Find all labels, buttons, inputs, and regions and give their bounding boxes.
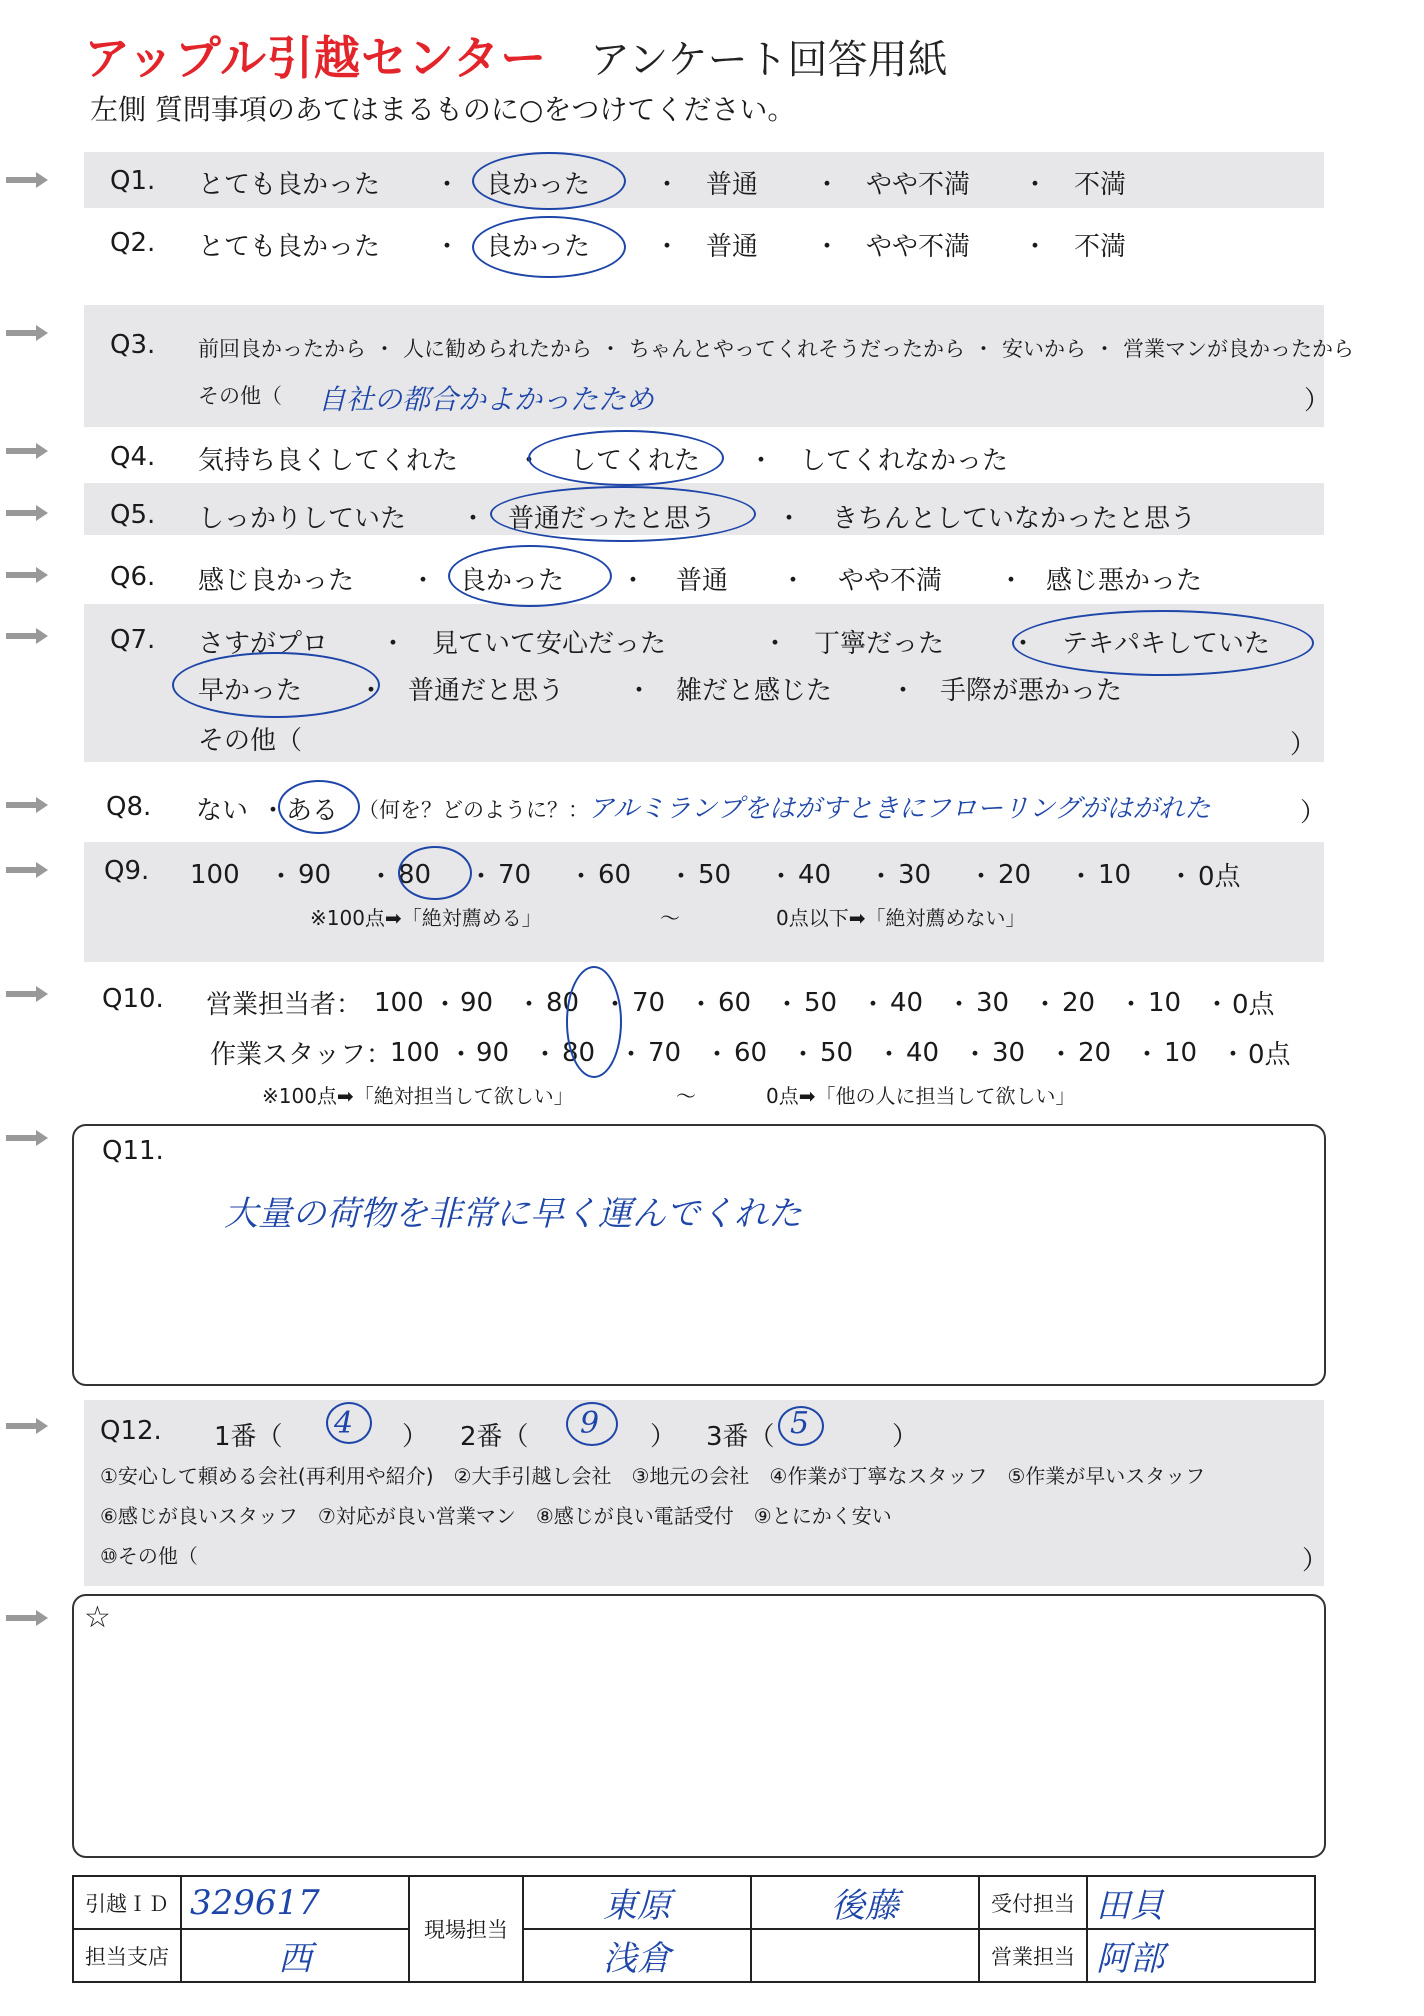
arrow-marker-icon [6,505,48,521]
q1-label: Q1. [110,166,156,196]
q11-label: Q11. [102,1136,164,1166]
separator: ・ [654,170,681,200]
separator: ・ [1168,862,1195,892]
q5-option[interactable]: きちんとしていなかったと思う [832,504,1197,534]
branch-value[interactable]: 西 [181,1929,409,1982]
separator: ・ [368,862,395,892]
separator: ・ [776,504,803,534]
arrow-marker-icon [6,172,48,188]
arrow-marker-icon [6,862,48,878]
q10-sales-score[interactable]: 0点 [1232,990,1275,1020]
reception-value[interactable]: 田貝 [1087,1876,1315,1929]
separator: ・ [780,566,807,596]
separator: ・ [1068,862,1095,892]
q9-scores [190,856,1241,893]
q10-sales-score[interactable]: 30 [976,987,1010,1018]
separator: ・ [516,990,543,1020]
staff-table [72,1875,1316,1983]
q1-option[interactable]: 良かった [486,170,591,200]
arrow-marker-icon [6,1610,48,1626]
close-paren: ） [1300,798,1327,828]
q10-sales-score[interactable]: 70 [632,987,666,1018]
separator: ・ [600,337,621,361]
branch-label: 担当支店 [73,1929,181,1982]
q5-option[interactable]: しっかりしていた [198,504,407,534]
q3-other-label: その他（ [198,384,282,408]
q10-label: Q10. [102,984,164,1014]
q6-option[interactable]: 感じ悪かった [1046,566,1203,596]
q9-label: Q9. [104,856,150,886]
q8-label: Q8. [106,792,152,822]
sales-staff-label: 営業担当 [979,1929,1087,1982]
q12-rank3-value[interactable]: 5 [790,1406,810,1441]
q10-staff-score[interactable]: 0点 [1248,1040,1291,1070]
q10-sales-score[interactable]: 100 [374,987,424,1018]
separator: ・ [790,1040,817,1070]
answer-circle [472,152,626,210]
q7-option[interactable]: 見ていて安心だった [432,629,667,659]
separator: ・ [268,862,295,892]
separator: ・ [768,862,795,892]
star-icon: ☆ [84,1600,111,1635]
q10-sales-score[interactable]: 90 [460,987,494,1018]
separator: ・ [968,862,995,892]
q2-label: Q2. [110,228,156,258]
separator: ・ [688,990,715,1020]
q11-answer-box[interactable] [72,1124,1326,1386]
site-staff-4[interactable] [751,1929,979,1982]
q10-staff-score[interactable]: 30 [992,1037,1026,1068]
q4-option[interactable]: してくれた [570,446,701,476]
q7-label: Q7. [110,625,156,655]
separator: ・ [448,1040,475,1070]
separator: ・ [1094,337,1115,361]
q3-option[interactable]: ちゃんとやってくれそうだったから [629,337,965,361]
separator: ・ [998,566,1025,596]
q10-staff-score[interactable]: 90 [476,1037,510,1068]
site-staff-2[interactable]: 後藤 [751,1876,979,1929]
q10-staff-score[interactable]: 70 [648,1037,682,1068]
separator: ・ [1134,1040,1161,1070]
separator: ・ [814,232,841,262]
q9-score[interactable]: 80 [398,859,432,890]
separator: ・ [434,170,461,200]
separator: ・ [1022,170,1049,200]
separator: ・ [602,990,629,1020]
separator: ・ [1010,629,1037,659]
q10-sales-label: 営業担当者： [206,990,363,1020]
move-id-label: 引越ＩＤ [73,1876,181,1929]
q10-staff-score[interactable]: 20 [1078,1037,1112,1068]
q9-score[interactable]: 20 [998,859,1032,890]
arrow-marker-icon [6,567,48,583]
q9-score[interactable]: 40 [798,859,832,890]
q9-score[interactable]: 70 [498,859,532,890]
q11-answer[interactable]: 大量の荷物を非常に早く運んでくれた [224,1194,802,1234]
separator: ・ [868,862,895,892]
q6-option[interactable]: 感じ良かった [198,566,355,596]
q3-option[interactable]: 営業マンが良かったから [1123,337,1354,361]
q7-option[interactable]: 雑だと感じた [676,676,833,706]
q9-score[interactable]: 100 [190,859,240,890]
answer-circle [472,216,626,278]
q7-option[interactable]: 手際が悪かった [940,676,1123,706]
q7-option[interactable]: 丁寧だった [814,629,945,659]
q1-option[interactable]: 不満 [1074,170,1127,200]
separator: ・ [704,1040,731,1070]
answer-circle [326,1402,372,1444]
q10-sales-score[interactable]: 50 [804,987,838,1018]
answer-circle [398,846,472,900]
q10-sales-score[interactable]: 40 [890,987,924,1018]
q12-choices-line3: ⑩その他（ [100,1544,198,1568]
answer-circle [278,780,360,834]
q3-option[interactable]: 前回良かったから [198,337,366,361]
separator: ・ [814,170,841,200]
answer-circle [566,966,622,1078]
arrow-marker-icon [6,325,48,341]
q9-score[interactable]: 0点 [1198,862,1241,892]
separator: ・ [946,990,973,1020]
q4-option[interactable]: してくれなかった [800,446,1009,476]
arrow-marker-icon [6,1418,48,1434]
q12-rank3-label: 3番（ [706,1422,775,1452]
brand-title: アップル引越センター [84,31,548,85]
separator: ・ [762,629,789,659]
separator: ・ [260,796,287,826]
q5-option[interactable]: 普通だったと思う [508,504,717,534]
q8-options [196,790,589,827]
q9-note-tilde: ～ [660,906,680,930]
q2-options [198,226,1126,263]
q3-option[interactable]: 安いから [1002,337,1086,361]
separator: ・ [1204,990,1231,1020]
q12-rank2-label: 2番（ [460,1422,529,1452]
comment-box[interactable] [72,1594,1326,1858]
separator: ・ [626,676,653,706]
q7-option[interactable]: テキパキしていた [1062,629,1271,659]
q10-note-right: 0点➡「他の人に担当して欲しい」 [766,1084,1076,1108]
q2-option[interactable]: 良かった [486,232,591,262]
q1-options [198,164,1126,201]
q1-option[interactable]: やや不満 [866,170,971,200]
q1-option[interactable]: 普通 [706,170,759,200]
q7-other-label: その他（ [198,726,303,756]
q10-staff-score[interactable]: 10 [1164,1037,1198,1068]
q12-rank2-value[interactable]: 9 [580,1406,600,1441]
separator: ・ [654,232,681,262]
close-paren: ） [1290,730,1317,760]
q8-answer[interactable]: アルミランプをはがすときにフローリングがはがれた [588,794,1211,824]
separator: ・ [380,629,407,659]
q3-option[interactable]: 人に勧められたから [403,337,592,361]
q10-sales-score[interactable]: 20 [1062,987,1096,1018]
q10-note-tilde: ～ [676,1084,696,1108]
q8-prompt: （何を？どのように？： [358,797,589,822]
q2-option[interactable]: 普通 [706,232,759,262]
q9-score[interactable]: 10 [1098,859,1132,890]
q9-note-left: ※100点➡「絶対薦める」 [310,906,542,930]
q6-option[interactable]: やや不満 [838,566,943,596]
q1-option[interactable]: とても良かった [198,170,381,200]
arrow-marker-icon [6,628,48,644]
separator: ・ [358,676,385,706]
arrow-marker-icon [6,797,48,813]
separator: ・ [876,1040,903,1070]
separator: ・ [410,566,437,596]
form-subtitle: アンケート回答用紙 [590,37,948,83]
separator: ・ [618,1040,645,1070]
q6-label: Q6. [110,562,156,592]
close-paren: ） [402,1422,429,1452]
separator: ・ [1032,990,1059,1020]
q10-staff-score[interactable]: 80 [562,1037,596,1068]
q10-staff-label: 作業スタッフ： [210,1040,393,1070]
separator: ・ [774,990,801,1020]
separator: ・ [1118,990,1145,1020]
q10-sales-score[interactable]: 80 [546,987,580,1018]
reception-label: 受付担当 [979,1876,1087,1929]
site-staff-label: 現場担当 [409,1876,523,1982]
separator: ・ [568,862,595,892]
q8-option[interactable]: ない [196,796,249,826]
site-staff-3[interactable]: 浅倉 [523,1929,751,1982]
separator: ・ [374,337,395,361]
q7-option[interactable]: 早かった [198,676,303,706]
q12-label: Q12. [100,1416,162,1446]
separator: ・ [748,446,775,476]
separator: ・ [516,446,543,476]
separator: ・ [432,990,459,1020]
q9-score[interactable]: 60 [598,859,632,890]
sales-staff-value[interactable]: 阿部 [1087,1929,1315,1982]
answer-circle [490,486,756,542]
q12-rank1-label: 1番（ [214,1422,283,1452]
q4-label: Q4. [110,442,156,472]
answer-circle [528,430,724,486]
q9-score[interactable]: 90 [298,859,332,890]
q2-option[interactable]: 不満 [1074,232,1127,262]
answer-circle [172,652,380,718]
q7-option[interactable]: 普通だと思う [408,676,565,706]
q10-staff-score[interactable]: 100 [390,1037,440,1068]
q4-option[interactable]: 気持ち良くしてくれた [198,446,459,476]
q10-sales-score[interactable]: 10 [1148,987,1182,1018]
q10-staff-row [210,1034,1291,1071]
q3-label: Q3. [110,330,156,360]
close-paren: ） [1302,1546,1329,1576]
q7-option[interactable]: さすがプロ [198,629,329,659]
arrow-marker-icon [6,986,48,1002]
close-paren: ） [650,1422,677,1452]
q10-staff-score[interactable]: 50 [820,1037,854,1068]
q12-choices-line2: ⑥感じが良いスタッフ ⑦対応が良い営業マン ⑧感じが良い電話受付 ⑨とにかく安い [100,1504,892,1528]
q5-label: Q5. [110,500,156,530]
separator: ・ [1022,232,1049,262]
q9-score[interactable]: 50 [698,859,732,890]
separator: ・ [460,504,487,534]
separator: ・ [434,232,461,262]
answer-circle [566,1402,618,1446]
arrow-marker-icon [6,443,48,459]
q2-option[interactable]: やや不満 [866,232,971,262]
close-paren: ） [1304,386,1331,416]
separator: ・ [962,1040,989,1070]
separator: ・ [468,862,495,892]
separator: ・ [1220,1040,1247,1070]
q10-sales-row [206,984,1275,1021]
q9-note-right: 0点以下➡「絶対薦めない」 [776,906,1026,930]
answer-circle [778,1406,824,1446]
q9-score[interactable]: 30 [898,859,932,890]
separator: ・ [620,566,647,596]
separator: ・ [860,990,887,1020]
q6-options [198,560,1202,597]
close-paren: ） [892,1422,919,1452]
q10-sales-score[interactable]: 60 [718,987,752,1018]
q12-choices-line1: ①安心して頼める会社(再利用や紹介) ②大手引越し会社 ③地元の会社 ④作業が丁寧なスタッフ ⑤作業が早いスタッフ [100,1464,1206,1488]
q10-note-left: ※100点➡「絶対担当して欲しい」 [262,1084,574,1108]
separator: ・ [1048,1040,1075,1070]
separator: ・ [890,676,917,706]
arrow-marker-icon [6,1130,48,1146]
separator: ・ [973,337,994,361]
answer-circle [1012,610,1314,676]
q2-option[interactable]: とても良かった [198,232,381,262]
q6-option[interactable]: 普通 [676,566,729,596]
separator: ・ [668,862,695,892]
q12-rank1-value[interactable]: 4 [334,1406,354,1441]
q6-option[interactable]: 良かった [460,566,565,596]
q3-other-answer[interactable]: 自社の都合かよかったため [318,383,655,416]
q10-staff-score[interactable]: 60 [734,1037,768,1068]
site-staff-1[interactable]: 東原 [523,1876,751,1929]
separator: ・ [532,1040,559,1070]
move-id-value[interactable]: 329617 [181,1876,409,1929]
answer-circle [448,545,612,607]
instruction-text: 左側 質問事項のあてはまるものに○をつけてください。 [90,93,796,126]
q8-option[interactable]: ある [286,796,339,826]
q10-staff-score[interactable]: 40 [906,1037,940,1068]
q3-options [198,333,1354,363]
